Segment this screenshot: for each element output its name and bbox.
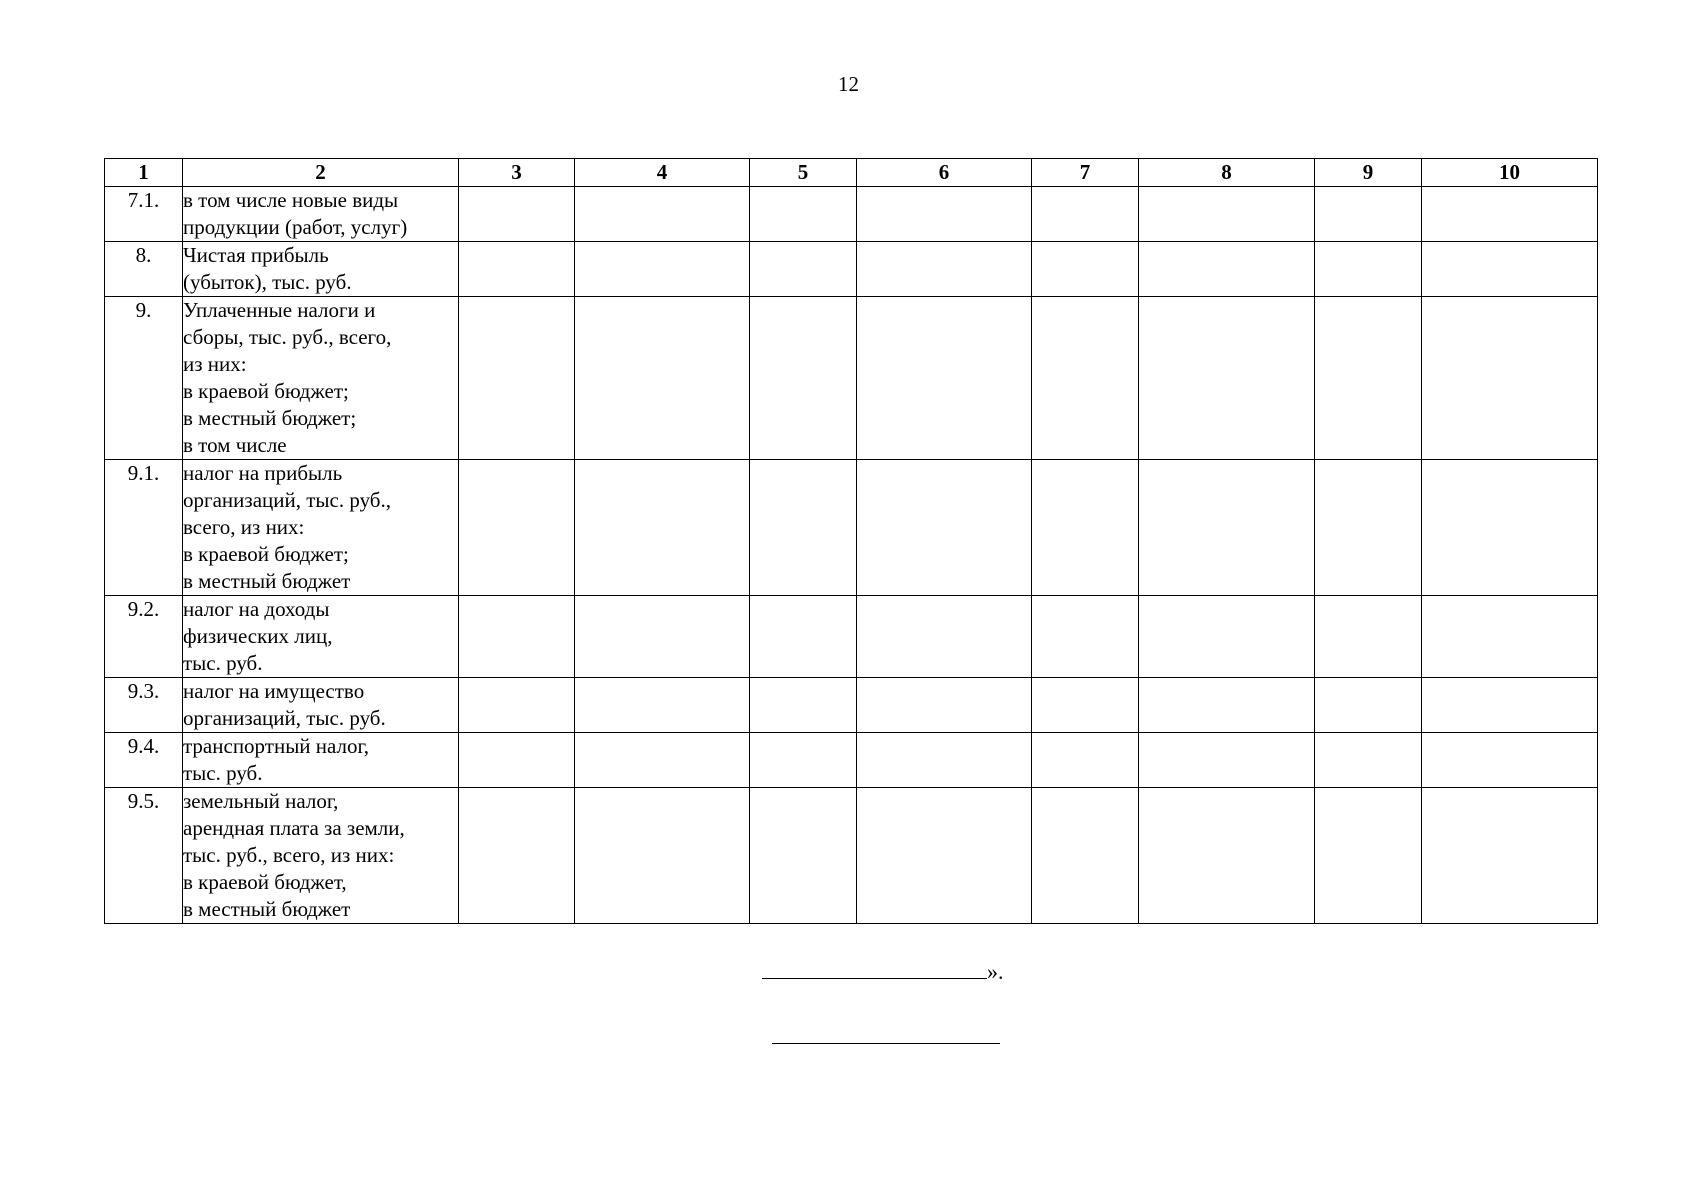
column-header: 2	[183, 159, 459, 187]
empty-cell	[857, 242, 1032, 297]
empty-cell	[1139, 733, 1315, 788]
empty-cell	[459, 297, 575, 460]
empty-cell	[1422, 788, 1598, 924]
empty-cell	[459, 460, 575, 596]
page-number: 12	[838, 72, 859, 96]
empty-cell	[750, 788, 857, 924]
empty-cell	[575, 187, 750, 242]
row-description: транспортный налог, тыс. руб.	[183, 733, 459, 788]
column-header: 4	[575, 159, 750, 187]
empty-cell	[1315, 788, 1422, 924]
row-description: в том числе новые виды продукции (работ, услуг)	[183, 187, 459, 242]
table-row	[105, 788, 1598, 924]
empty-cell	[1315, 187, 1422, 242]
closing-line	[762, 956, 1004, 985]
row-number: 8.	[105, 242, 183, 297]
table-row	[105, 460, 1598, 596]
empty-cell	[857, 596, 1032, 678]
empty-cell	[750, 733, 857, 788]
empty-cell	[1315, 678, 1422, 733]
row-description: налог на доходы физических лиц, тыс. руб.	[183, 596, 459, 678]
empty-cell	[459, 788, 575, 924]
column-header: 7	[1032, 159, 1139, 187]
empty-cell	[1032, 678, 1139, 733]
row-number: 9.4.	[105, 733, 183, 788]
empty-cell	[857, 187, 1032, 242]
empty-cell	[1032, 788, 1139, 924]
table-row	[105, 596, 1598, 678]
empty-cell	[857, 460, 1032, 596]
closing-quote: ».	[987, 959, 1004, 984]
column-header: 10	[1422, 159, 1598, 187]
empty-cell	[575, 460, 750, 596]
empty-cell	[857, 788, 1032, 924]
empty-cell	[1139, 460, 1315, 596]
empty-cell	[1139, 678, 1315, 733]
empty-cell	[1315, 596, 1422, 678]
table-row	[105, 733, 1598, 788]
column-header: 8	[1139, 159, 1315, 187]
column-header: 5	[750, 159, 857, 187]
empty-cell	[1032, 187, 1139, 242]
row-description: Уплаченные налоги и сборы, тыс. руб., всего, из них: в краевой бюджет; в местный бюджет; в том числе	[183, 297, 459, 460]
table-row	[105, 297, 1598, 460]
empty-cell	[857, 678, 1032, 733]
empty-cell	[1139, 596, 1315, 678]
empty-cell	[857, 297, 1032, 460]
row-number: 9.5.	[105, 788, 183, 924]
empty-cell	[750, 678, 857, 733]
empty-cell	[1422, 242, 1598, 297]
empty-cell	[1315, 733, 1422, 788]
empty-cell	[1032, 297, 1139, 460]
empty-cell	[1422, 460, 1598, 596]
empty-cell	[1032, 460, 1139, 596]
empty-cell	[750, 187, 857, 242]
empty-cell	[575, 297, 750, 460]
empty-cell	[857, 733, 1032, 788]
empty-cell	[575, 788, 750, 924]
table-header-row	[105, 159, 1598, 187]
row-description: налог на имущество организаций, тыс. руб.	[183, 678, 459, 733]
row-description: Чистая прибыль (убыток), тыс. руб.	[183, 242, 459, 297]
empty-cell	[1139, 788, 1315, 924]
empty-cell	[750, 242, 857, 297]
empty-cell	[459, 187, 575, 242]
row-number: 9.3.	[105, 678, 183, 733]
empty-cell	[459, 596, 575, 678]
table-row	[105, 678, 1598, 733]
empty-cell	[1422, 297, 1598, 460]
empty-cell	[1315, 242, 1422, 297]
empty-cell	[1032, 733, 1139, 788]
empty-cell	[1139, 187, 1315, 242]
column-header: 3	[459, 159, 575, 187]
signature-blank	[762, 956, 987, 979]
row-number: 9.1.	[105, 460, 183, 596]
empty-cell	[1422, 678, 1598, 733]
column-header: 6	[857, 159, 1032, 187]
empty-cell	[1139, 297, 1315, 460]
empty-cell	[1422, 187, 1598, 242]
empty-cell	[459, 733, 575, 788]
empty-cell	[750, 596, 857, 678]
empty-cell	[750, 297, 857, 460]
table-row	[105, 242, 1598, 297]
empty-cell	[459, 242, 575, 297]
table-row	[105, 187, 1598, 242]
empty-cell	[1139, 242, 1315, 297]
indicators-table	[104, 158, 1598, 924]
column-header: 1	[105, 159, 183, 187]
empty-cell	[459, 678, 575, 733]
row-description: земельный налог, арендная плата за земли, тыс. руб., всего, из них: в краевой бюджет, в местный бюджет	[183, 788, 459, 924]
empty-cell	[1315, 460, 1422, 596]
row-number: 9.2.	[105, 596, 183, 678]
empty-cell	[1422, 596, 1598, 678]
end-divider	[772, 1043, 1000, 1044]
empty-cell	[575, 678, 750, 733]
row-description: налог на прибыль организаций, тыс. руб., всего, из них: в краевой бюджет; в местный бюджет	[183, 460, 459, 596]
empty-cell	[1032, 596, 1139, 678]
empty-cell	[750, 460, 857, 596]
empty-cell	[575, 242, 750, 297]
row-number: 9.	[105, 297, 183, 460]
row-number: 7.1.	[105, 187, 183, 242]
empty-cell	[575, 733, 750, 788]
empty-cell	[1032, 242, 1139, 297]
column-header: 9	[1315, 159, 1422, 187]
empty-cell	[1315, 297, 1422, 460]
empty-cell	[575, 596, 750, 678]
empty-cell	[1422, 733, 1598, 788]
